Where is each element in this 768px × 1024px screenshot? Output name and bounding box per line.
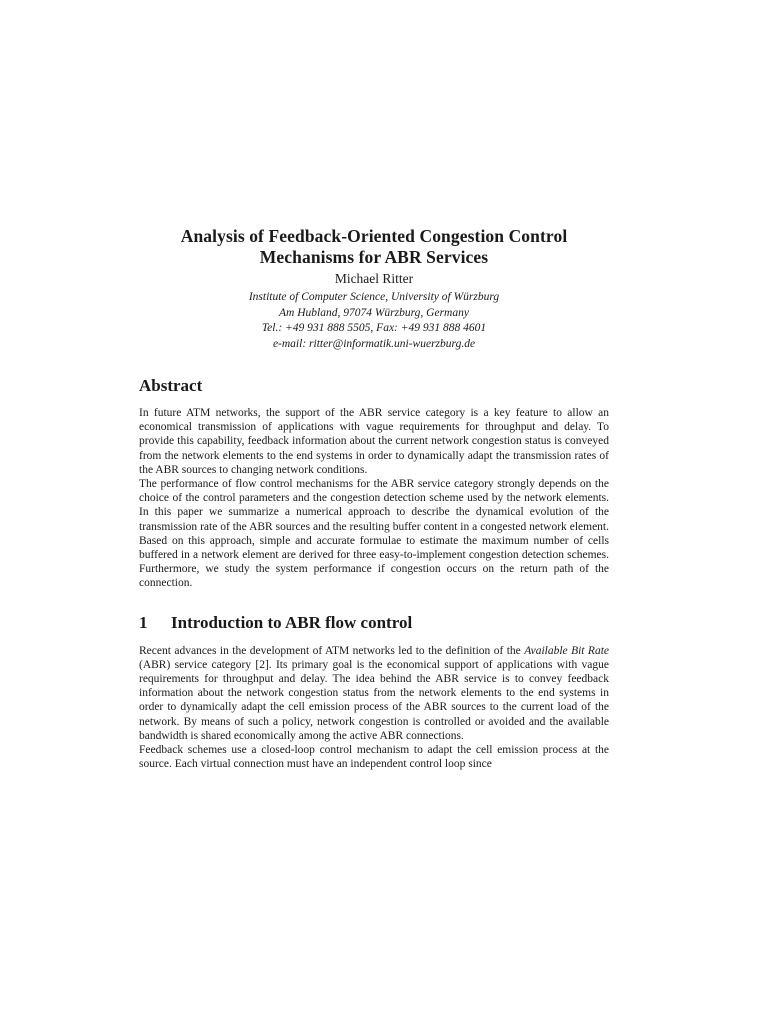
section-number: 1 [139,612,148,632]
abstract-heading: Abstract [139,376,203,395]
title-line-1: Analysis of Feedback-Oriented Congestion Control [180,226,568,246]
section-1-heading [139,613,609,633]
section-title: Introduction to ABR flow control [171,612,413,632]
affiliation-email: e-mail: ritter@informatik.uni-wuerzburg.de [272,337,476,350]
title-line-2: Mechanisms for ABR Services [259,247,489,267]
paper-title [139,226,609,268]
abstract-paragraph-1: In future ATM networks, the support of the ABR service category is a key feature to allow an economical transmission of applications with vague requirements for throughput and delay. To provide this capability, feedback information about the current network congestion status is conveyed from the network elements to the end systems in order to dynamically adapt the transmission rates of the ABR sources to changing network conditions. [139,407,609,476]
author-name: Michael Ritter [334,271,414,286]
intro-text-rest: (ABR) service category [2]. Its primary goal is the economical support of applications with vague requirements for throughput and delay. The idea behind the ABR service is to convey feedback information about the network congestion status from the network elements to the end systems in order to dynamically adapt the cell emission process of the ABR sources to the current load of the network. By means of such a policy, network congestion is controlled or avoided and the available bandwidth is shared economically among the active ABR connections. [139,658,609,742]
affiliation-phone-fax: Tel.: +49 931 888 5505, Fax: +49 931 888 4601 [261,322,487,334]
intro-paragraph-1 [139,644,609,743]
affiliation-address: Am Hubland, 97074 Würzburg, Germany [279,306,469,319]
affiliation-institute: Institute of Computer Science, University of Würzburg [248,291,500,303]
intro-text-start: Recent advances in the development of ATM networks led to the definition of the [139,644,525,657]
intro-paragraph-2: Feedback schemes use a closed-loop control mechanism to adapt the cell emission process at the source. Each virtual connection must have an independent control loop since [139,744,609,771]
intro-italic-term: Available Bit Rate [524,644,609,657]
paper-page [139,226,609,771]
abstract-paragraph-2: The performance of flow control mechanisms for the ABR service category strongly depends on the choice of the control parameters and the congestion detection scheme used by the network elements. In this paper we summarize a numerical approach to describe the dynamical evolution of the transmission rate of the ABR sources and the resulting buffer content in a congested network element. Based on this approach, simple and accurate formulae to estimate the maximum number of cells buffered in a network element are derived for three easy-to-implement congestion detection schemes. Furthermore, we study the system performance if congestion occurs on the return path of the connection. [139,478,609,590]
